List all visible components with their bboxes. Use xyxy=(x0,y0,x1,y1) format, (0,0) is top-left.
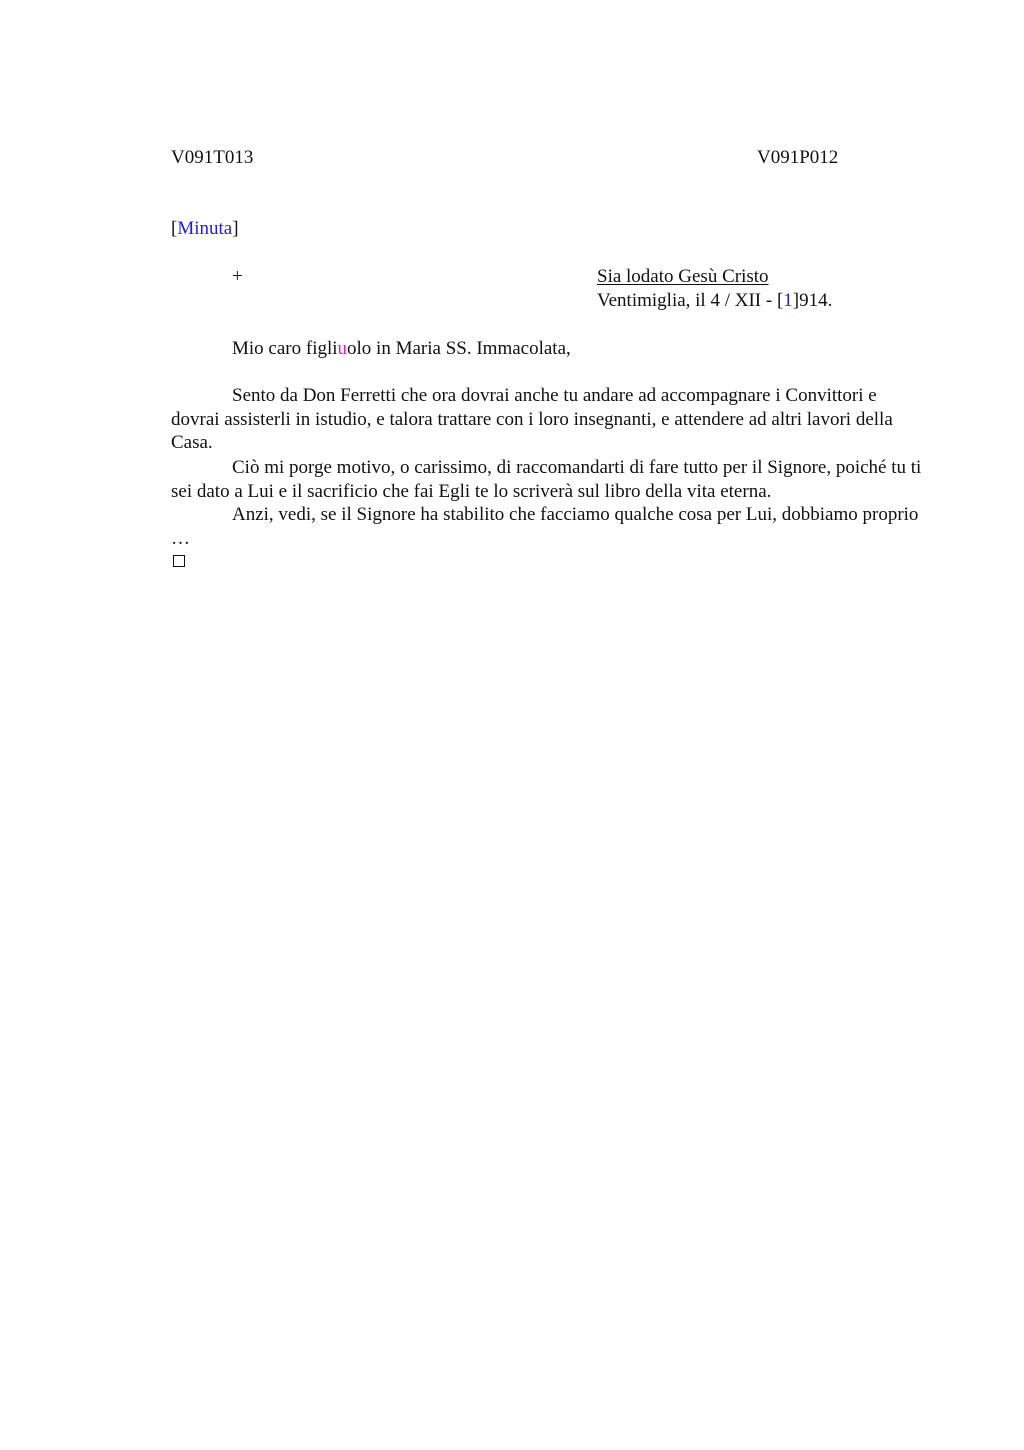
bracket-open: [ xyxy=(171,218,178,239)
place-date-year-fix: 1 xyxy=(783,290,793,311)
salutation-heading: Sia lodato Gesù Cristo xyxy=(597,266,769,287)
greeting-part1: Mio caro figli xyxy=(232,338,338,359)
paragraph-2 xyxy=(171,456,927,503)
document-code-right: V091P012 xyxy=(757,147,839,168)
place-date xyxy=(597,289,832,313)
paragraph-2-text: Ciò mi porge motivo, o carissimo, di raccomandarti di fare tutto per il Signore, poiché tu ti sei dato a Lui e il sacrificio che fai Egli te lo scriverà sul libro della vita eterna. xyxy=(171,457,922,502)
document-code-left: V091T013 xyxy=(171,147,254,168)
minuta-label: Minuta xyxy=(177,218,233,239)
place-date-prefix: Ventimiglia, il 4 / XII - [ xyxy=(597,290,784,311)
minuta-note xyxy=(171,217,239,241)
greeting-part2: olo in Maria SS. Immacolata, xyxy=(347,338,571,359)
paragraph-3 xyxy=(171,503,927,550)
paragraph-3-text: Anzi, vedi, se il Signore ha stabilito che facciamo qualche cosa per Lui, dobbiamo proprio … xyxy=(171,504,919,549)
paragraph-1 xyxy=(171,384,927,455)
place-date-suffix: ]914. xyxy=(792,290,833,311)
cross-symbol: + xyxy=(232,266,243,287)
greeting-fix: u xyxy=(337,338,348,359)
empty-checkbox-icon xyxy=(173,555,185,567)
bracket-close: ] xyxy=(232,218,239,239)
greeting xyxy=(232,337,571,361)
paragraph-1-text: Sento da Don Ferretti che ora dovrai anche tu andare ad accompagnare i Convittori e dovrai assisterli in istudio, e talora trattare con i loro insegnanti, e attendere ad altri lavori della Casa. xyxy=(171,385,893,453)
